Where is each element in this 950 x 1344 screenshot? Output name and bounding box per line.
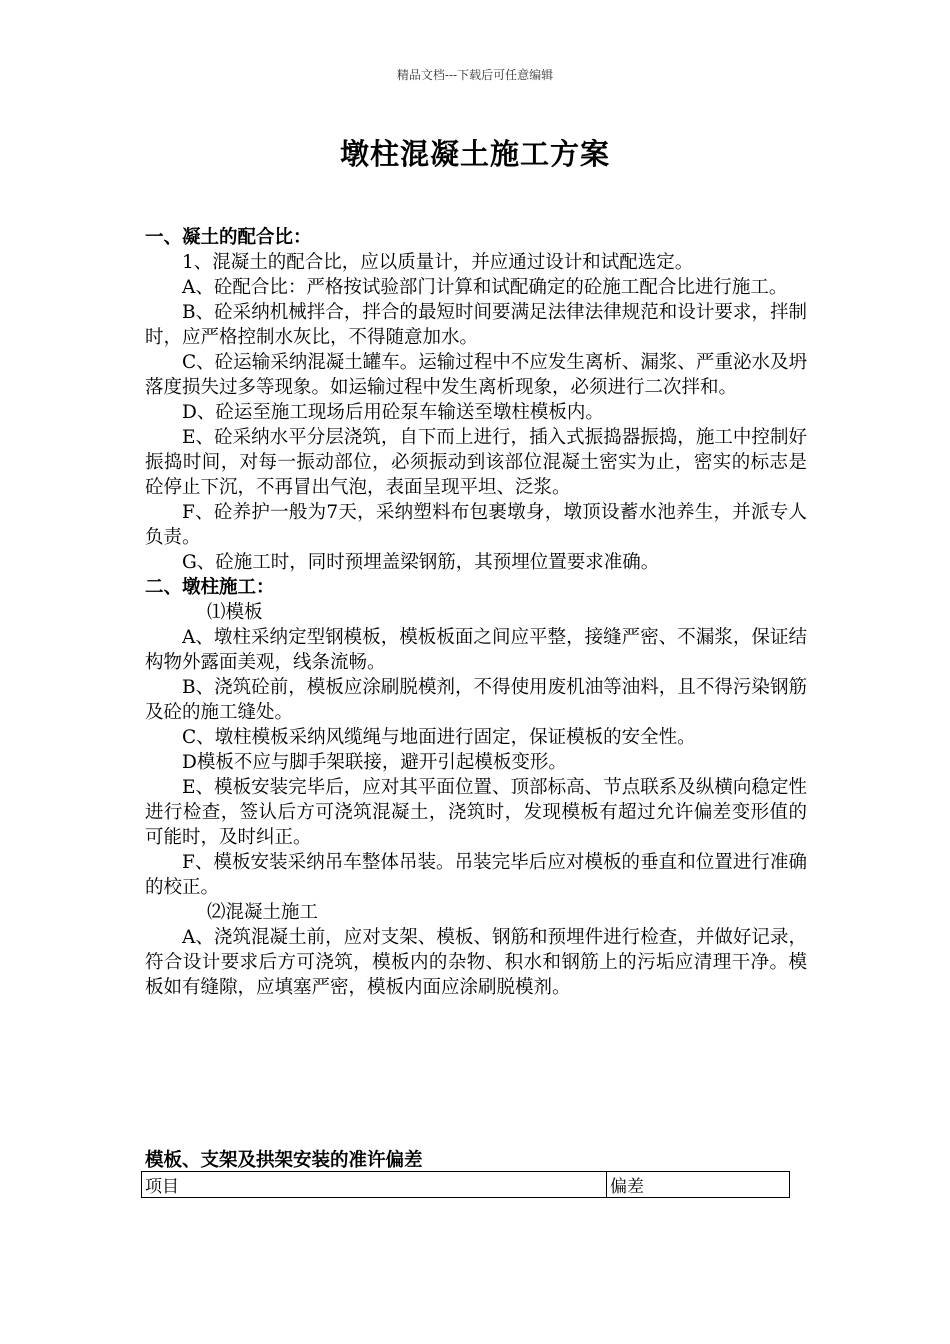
paragraph: C、墩柱模板采纳风缆绳与地面进行固定，保证模板的安全性。	[182, 727, 696, 748]
table-header-item: 项目	[142, 1172, 607, 1198]
paragraph: G、砼施工时，同时预埋盖梁钢筋，其预埋位置要求准确。	[182, 552, 660, 573]
paragraph: 1、混凝土的配合比，应以质量计，并应通过设计和试配选定。	[182, 252, 694, 273]
paragraph: A、浇筑混凝土前，应对支架、模板、钢筋和预埋件进行检查，并做好记录，符合设计要求后方可浇筑，模板内的杂物、积水和钢筋上的污垢应清理干净。模板如有缝隙，应填塞严密，模板内面应涂刷脱模剂。	[145, 927, 807, 998]
paragraph: E、模板安装完毕后，应对其平面位置、顶部标高、节点联系及纵横向稳定性进行检查，签认后方可浇筑混凝土，浇筑时，发现模板有超过允许偏差变形值的可能时，及时纠正。	[145, 777, 807, 848]
section-heading-1: 一、凝土的配合比：	[145, 227, 312, 248]
paragraph: A、墩柱采纳定型钢模板，模板板面之间应平整，接缝严密、不漏浆，保证结构物外露面美观，线条流畅。	[145, 627, 807, 673]
paragraph: E、砼采纳水平分层浇筑，自下而上进行，插入式振捣器振捣，施工中控制好振捣时间，对每一振动部位，必须振动到该部位混凝土密实为止，密实的标志是砼停止下沉，不再冒出气泡，表面呈现平坦、泛浆。	[145, 427, 807, 498]
document-title: 墩柱混凝土施工方案	[339, 137, 610, 171]
paragraph: D、砼运至施工现场后用砼泵车输送至墩柱模板内。	[182, 402, 604, 423]
paragraph: F、模板安装采纳吊车整体吊装。吊装完毕后应对模板的垂直和位置进行准确的校正。	[145, 852, 807, 898]
subsection-heading-concrete: ⑵混凝土施工	[207, 902, 319, 923]
section-heading-2: 二、墩柱施工：	[145, 577, 275, 598]
paragraph: B、砼采纳机械拌合，拌合的最短时间要满足法律法律规范和设计要求，拌制时，应严格控制水灰比，不得随意加水。	[145, 302, 807, 348]
subsection-heading-formwork: ⑴模板	[207, 602, 263, 623]
table-header-row	[142, 1172, 790, 1198]
paragraph: D模板不应与脚手架联接，避开引起模板变形。	[182, 752, 567, 773]
paragraph: C、砼运输采纳混凝土罐车。运输过程中不应发生离析、漏浆、严重泌水及坍落度损失过多等现象。如运输过程中发生离析现象，必须进行二次拌和。	[145, 352, 807, 398]
paragraph: F、砼养护一般为7天，采纳塑料布包裹墩身，墩顶设蓄水池养生，并派专人负责。	[145, 502, 807, 548]
paragraph: A、砼配合比：严格按试验部门计算和试配确定的砼施工配合比进行施工。	[182, 277, 788, 298]
table-title: 模板、支架及拱架安装的准许偏差	[145, 1150, 423, 1171]
tolerance-table	[141, 1171, 790, 1198]
document-body	[145, 225, 807, 1000]
paragraph: B、浇筑砼前，模板应涂刷脱模剂，不得使用废机油等油料，且不得污染钢筋及砼的施工缝处。	[145, 677, 807, 723]
page-header: 精品文档---下载后可任意编辑	[396, 68, 554, 82]
table-header-deviation: 偏差	[607, 1172, 790, 1198]
